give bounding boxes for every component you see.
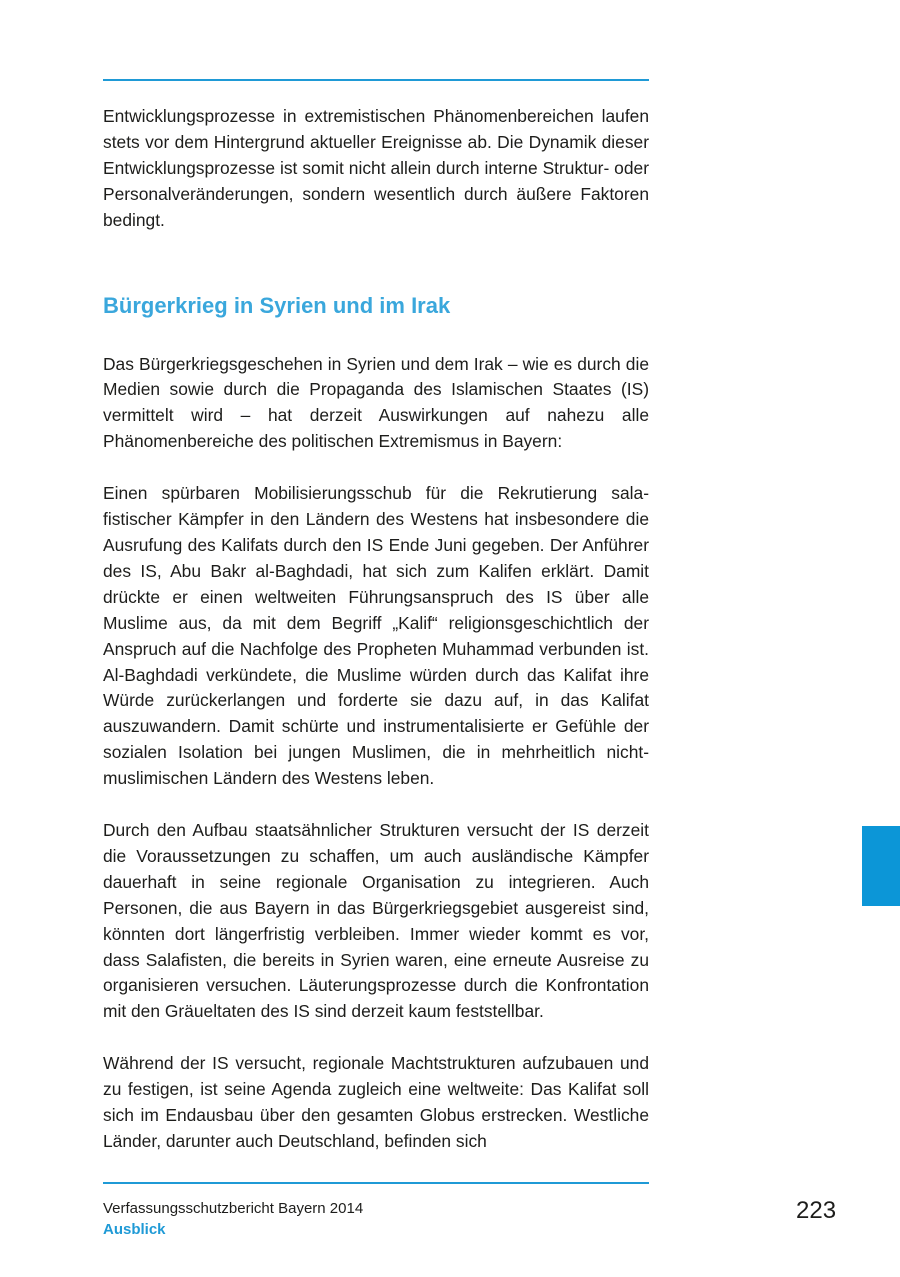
chapter-side-tab bbox=[862, 826, 900, 906]
body-paragraph-3: Durch den Aufbau staatsähnlicher Strukturen versucht der IS derzeit die Voraussetzungen zu schaffen, um auch ausländische Kämpfer dauerhaft in seine regionale Organisation zu integrieren. Auch Personen, die aus Bayern in das Bürgerkriegsgebiet ausgereist sind, könnten dort längerfristig verbleiben. Immer wieder kommt es vor, dass Salafisten, die bereits in Syrien waren, eine erneute Ausreise zu organisieren versuchen. Läuterungsprozesse durch die Konfrontation mit den Gräueltaten des IS sind derzeit kaum feststellbar. bbox=[103, 820, 649, 1022]
main-content bbox=[103, 104, 649, 1155]
bottom-rule bbox=[103, 1182, 649, 1184]
body-paragraph-4: Während der IS versucht, regionale Machtstrukturen aufzubauen und zu festigen, ist seine Agenda zugleich eine weltweite: Das Kalifat soll sich im Endausbau über den gesamten Globus erstrecken. Westliche Länder, darunter auch Deutschland, befinden sich bbox=[103, 1053, 649, 1151]
body-paragraph-2: Einen spürbaren Mobilisierungsschub für die Rekrutierung salafistischer Kämpfer in den Ländern des Westens hat insbesondere die Ausrufung des Kalifats durch den IS Ende Juni gegeben. Der Anführer des IS, Abu Bakr al-Baghdadi, hat sich zum Kalifen erklärt. Damit drückte er einen weltweiten Führungsanspruch des IS über alle Muslime aus, da mit dem Begriff „Kalif“ religionsgeschichtlich der Anspruch auf die Nachfolge des Propheten Muhammad verbunden ist. Al-Baghdadi verkündete, die Muslime würden durch das Kalifat ihre Würde zurückerlangen und forderte sie dazu auf, in das Kalifat auszuwandern. Damit schürte und instrumentalisierte er Gefühle der sozialen Isolation bei jungen Muslimen, die in mehrheitlich nicht-muslimischen Ländern des Westens leben. bbox=[103, 483, 649, 789]
top-rule bbox=[103, 79, 649, 81]
page-number: 223 bbox=[796, 1197, 837, 1224]
footer-section-name: Ausblick bbox=[103, 1221, 166, 1238]
footer-report-title: Verfassungsschutzbericht Bayern 2014 bbox=[103, 1200, 364, 1217]
intro-paragraph: Entwicklungsprozesse in extremistischen Phänomenbereichen laufen stets vor dem Hintergrund aktueller Ereignisse ab. Die Dynamik dieser Entwicklungsprozesse ist somit nicht allein durch interne Struktur- oder Personalveränderungen, sondern wesentlich durch äußere Faktoren bedingt. bbox=[103, 106, 649, 230]
footer bbox=[103, 1198, 363, 1240]
body-paragraph-1: Das Bürgerkriegsgeschehen in Syrien und dem Irak – wie es durch die Medien sowie durch die Propaganda des Islamischen Staates (IS) vermittelt wird – hat derzeit Auswirkungen auf nahezu alle Phänomenbereiche des politischen Extremismus in Bayern: bbox=[103, 353, 649, 452]
section-heading: Bürgerkrieg in Syrien und im Irak bbox=[103, 292, 451, 318]
